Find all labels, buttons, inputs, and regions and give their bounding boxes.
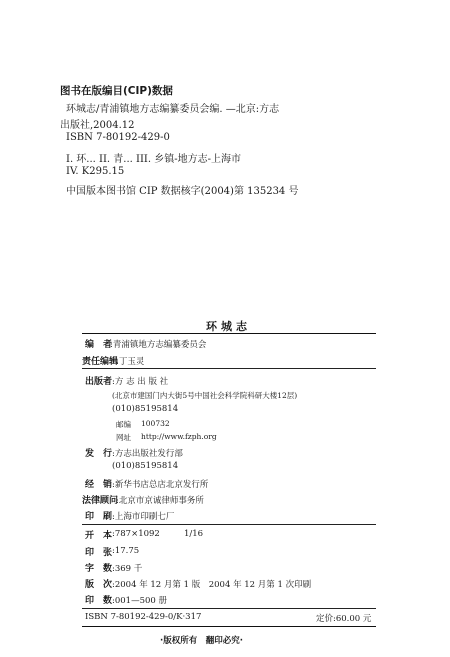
resp-editor-label: 责任编辑: [82, 357, 119, 367]
website-value: http://www.fzph.org: [141, 432, 217, 441]
format-fold: 1/16: [184, 529, 204, 539]
copies-value: :001—500 册: [112, 596, 168, 606]
cip-line-isbn: ISBN 7-80192-429-0: [66, 132, 170, 143]
sheets-label: 印 张: [85, 548, 113, 558]
cip-line-publisher: 出版社,2004.12: [60, 120, 135, 131]
resp-editor-value: :丁玉灵: [116, 357, 145, 367]
legal-value: :北京市京诚律师事务所: [116, 496, 204, 506]
postcode-value: 100732: [141, 419, 170, 428]
website-label: 网址: [116, 433, 131, 442]
publisher-label: 出版者: [85, 377, 113, 387]
sheets-value: :17.75: [112, 546, 140, 556]
divider-3: [82, 608, 376, 609]
publisher-address: (北京市建国门内大街5号中国社会科学院科研大楼12层): [112, 391, 298, 400]
price: 定价:60.00 元: [316, 614, 372, 624]
format-label: 开 本: [85, 531, 113, 541]
words-value: :369 千: [112, 564, 143, 574]
copyright-notice: ·版权所有 翻印必究·: [160, 636, 243, 646]
distributor-value: :新华书店总店北京发行所: [112, 480, 209, 490]
editor-value: :青浦镇地方志编纂委员会: [110, 340, 207, 350]
editor-label: 编 者: [85, 340, 113, 350]
issuer-value: :方志出版社发行部: [112, 449, 183, 459]
format-value: :787×1092: [112, 529, 160, 539]
isbn-full: ISBN 7-80192-429-0/K·317: [85, 612, 202, 622]
legal-label: 法律顾问: [82, 496, 119, 506]
divider-1: [82, 368, 376, 369]
edition-value: :2004 年 12 月第 1 版 2004 年 12 月第 1 次印刷: [112, 580, 312, 590]
divider-2: [82, 524, 376, 525]
printer-label: 印 刷: [85, 512, 113, 522]
book-title: 环城志: [206, 320, 251, 333]
cip-line-record: 中国版本图书馆 CIP 数据核字(2004)第 135234 号: [66, 186, 299, 197]
edition-label: 版 次: [85, 580, 113, 590]
divider-bottom: [82, 626, 376, 627]
publisher-phone: (010)85195814: [112, 404, 179, 414]
copies-label: 印 数: [85, 596, 113, 606]
issuer-phone: (010)85195814: [112, 461, 179, 471]
cip-line-class: IV. K295.15: [66, 166, 125, 177]
distributor-label: 经 销: [85, 480, 113, 490]
publisher-value: :方 志 出 版 社: [112, 377, 169, 387]
divider-top: [82, 333, 376, 334]
cip-heading: 图书在版编目(CIP)数据: [60, 85, 173, 97]
printer-value: :上海市印刷七厂: [112, 512, 175, 522]
cip-line-subjects: I. 环... II. 青... III. 乡镇-地方志-上海市: [66, 154, 241, 165]
cip-line-title: 环城志/青浦镇地方志编纂委员会编. —北京:方志: [66, 104, 280, 115]
words-label: 字 数: [85, 564, 113, 574]
postcode-label: 邮编: [116, 420, 131, 429]
issuer-label: 发 行: [85, 449, 113, 459]
